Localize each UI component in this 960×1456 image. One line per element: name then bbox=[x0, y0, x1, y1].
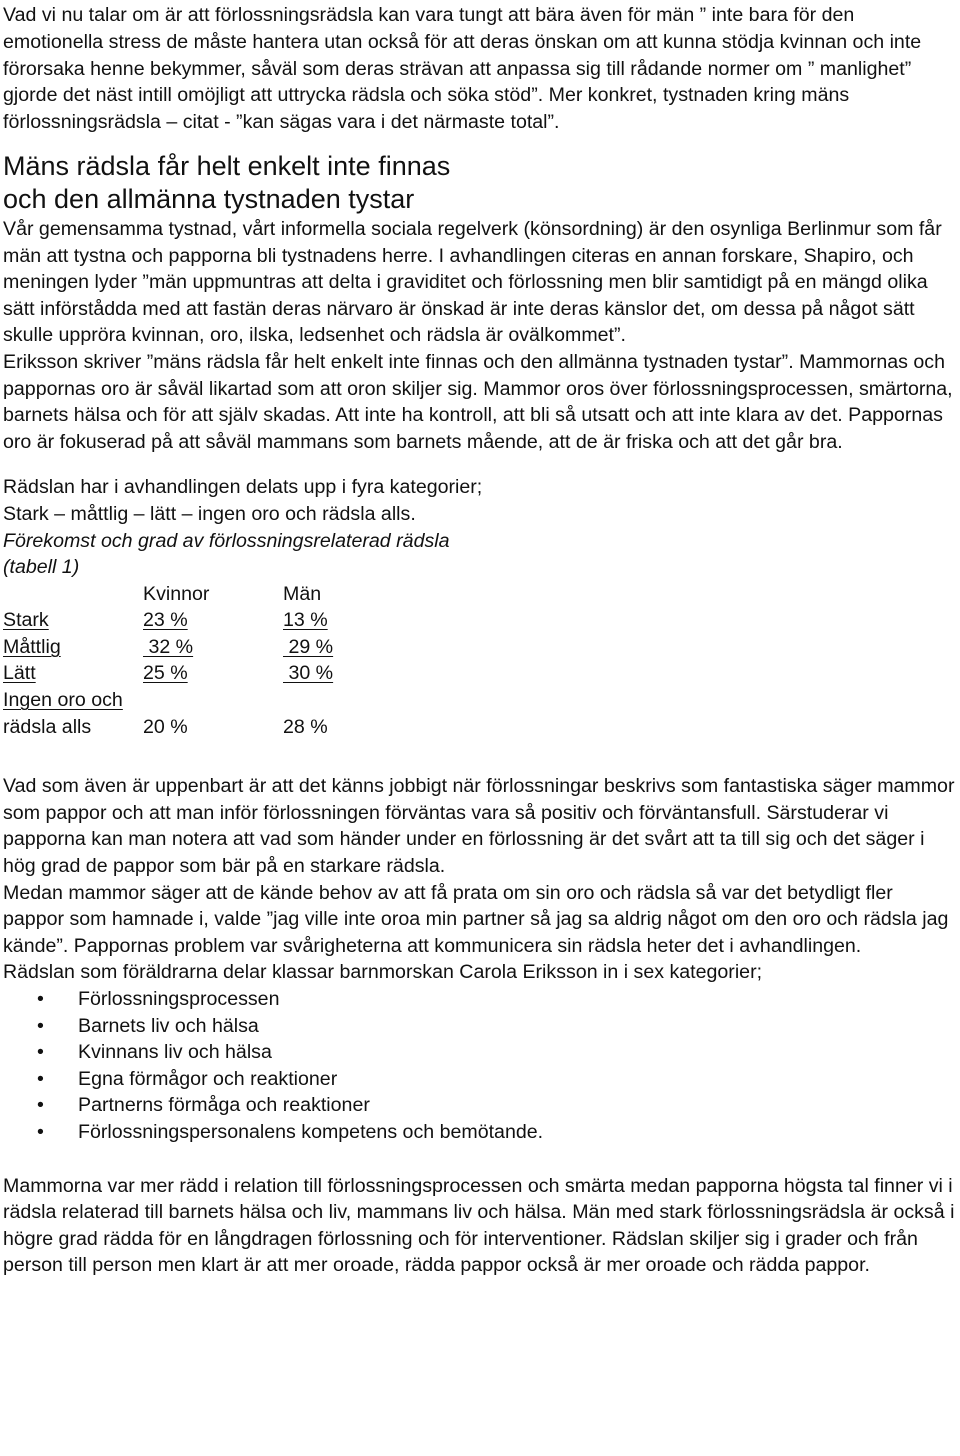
list-item bbox=[3, 1092, 958, 1119]
bullet-icon: • bbox=[37, 1094, 44, 1117]
list-item-text: Förlossningsprocessen bbox=[78, 988, 280, 1011]
table-caption-ref: (tabell 1) bbox=[3, 556, 80, 579]
table-row bbox=[3, 714, 345, 741]
table-header-cell bbox=[3, 581, 143, 608]
list-item bbox=[3, 986, 958, 1013]
section-heading-line-1: Mäns rädsla får helt enkelt inte finnas bbox=[3, 150, 451, 181]
table-cell-men: 28 % bbox=[283, 715, 328, 738]
table-cell-label: rädsla alls bbox=[3, 715, 92, 738]
table-caption: Förekomst och grad av förlossningsrelaterad rädsla bbox=[3, 529, 450, 552]
table-cell-label: Ingen oro och bbox=[3, 689, 123, 712]
paragraph-categories-intro: Rädslan har i avhandlingen delats upp i fyra kategorier; bbox=[3, 476, 483, 499]
fear-table bbox=[3, 581, 345, 741]
section-heading-line-2: och den allmänna tystnaden tystar bbox=[3, 183, 415, 214]
list-item bbox=[3, 1039, 958, 1066]
table-cell-label: Lätt bbox=[3, 662, 36, 685]
bullet-icon: • bbox=[37, 988, 44, 1011]
list-item-text: Partnerns förmåga och reaktioner bbox=[78, 1094, 370, 1117]
spacer bbox=[3, 455, 958, 474]
bullet-icon: • bbox=[37, 1067, 44, 1090]
table-row bbox=[3, 687, 345, 714]
list-item bbox=[3, 1119, 958, 1146]
table-cell-men: 30 % bbox=[283, 662, 334, 685]
list-item-text: Förlossningspersonalens kompetens och bemötande. bbox=[78, 1120, 544, 1143]
table-cell-women: 32 % bbox=[143, 635, 194, 658]
bullet-icon: • bbox=[37, 1041, 44, 1064]
table-row bbox=[3, 634, 345, 661]
paragraph-berlinmur: Vår gemensamma tystnad, vårt informella sociala regelverk (könsordning) är den osynliga Berlinmur som får män att tystna och papporna bli tystnadens herre. I avhandlingen citeras en annan forskare, Shapiro, och meningen lyder ”män uppmuntras att delta i graviditet och förlossning men blir samtidigt på en mängd olika sätt införstådda med att fastän deras närvaro är önskad är inte deras känslor det, om dessa på något sätt skulle uppröra kvinnan, oro, ilska, ledsenhet och rädsla är ovälkommet”. bbox=[3, 217, 942, 347]
paragraph-eriksson: Eriksson skriver ”mäns rädsla får helt enkelt inte finnas och den allmänna tystnaden tystar”. Mammornas och pappornas oro är såväl likartad som att oron skiljer sig. Mammor oros över förlossningsprocessen, smärtorna, barnets hälsa och för att själv skadas. Att inte ha kontroll, att bli så utsatt och att inte klara av det. Pappornas oro är fokuserad på att såväl mammans som barnets mående, att de är friska och att det går bra. bbox=[3, 350, 953, 453]
list-item-text: Kvinnans liv och hälsa bbox=[78, 1041, 272, 1064]
table-row bbox=[3, 660, 345, 687]
paragraph-fantastiska: Vad som även är uppenbart är att det känns jobbigt när förlossningar beskrivs som fantastiska säger mammor som pappor och att man inför förlossningen förväntas vara så positiv och förväntansfull. Särstuderar vi papporna kan man notera att vad som händer under en förlossning är det svårt att ta till sig och det säger i hög grad de pappor som bär på en starkare rädsla. bbox=[3, 775, 955, 878]
table-header-row bbox=[3, 581, 345, 608]
paragraph-summary: Mammorna var mer rädd i relation till förlossningsprocessen och smärta medan papporna högsta tal finner vi i rädsla relaterad till barnets hälsa och liv, mammans liv och hälsa. Män med stark förlossningsrädsla är också i högre grad rädda för en långdragen förlossning och för interventioner. Rädslan skiljer sig i grader och från person till person men klart är att mer oroade, rädda pappor också är mer oroade och rädda pappor. bbox=[3, 1174, 955, 1277]
body-text bbox=[3, 216, 958, 1279]
paragraph-behov: Medan mammor säger att de kände behov av att få prata om sin oro och rädsla så var det betydligt fler pappor som hamnade i, valde ”jag ville inte oroa min partner så jag sa aldrig något om den oro och rädsla jag kände”. Pappornas problem var svårigheterna att kommunicera sin rädsla heter det i avhandlingen. bbox=[3, 881, 949, 957]
table-cell-women: 23 % bbox=[143, 609, 188, 632]
table-header-cell: Män bbox=[283, 582, 322, 605]
table-cell-women: 20 % bbox=[143, 715, 188, 738]
paragraph-sex-kategorier: Rädslan som föräldrarna delar klassar barnmorskan Carola Eriksson in i sex kategorier; bbox=[3, 961, 763, 984]
list-item bbox=[3, 1013, 958, 1040]
section-heading bbox=[3, 150, 958, 216]
table-row bbox=[3, 607, 345, 634]
table-cell-women: 25 % bbox=[143, 662, 188, 685]
intro-paragraph: Vad vi nu talar om är att förlossningsrädsla kan vara tungt att bära även för män ” inte bara för den emotionella stress de måste hantera utan också för att deras önskan om att kunna stödja kvinnan och inte förorsaka henne bekymmer, såväl som deras strävan att anpassa sig till rådande normer om ” manlighet” gjorde det näst intill omöjligt att uttrycka rädsla och söka stöd”. Mer konkret, tystnaden kring mäns förlossningsrädsla – citat - ”kan sägas vara i det närmaste total”. bbox=[3, 4, 922, 134]
table-cell-label: Måttlig bbox=[3, 635, 61, 658]
table-cell-men: 13 % bbox=[283, 609, 328, 632]
table-cell-men: 29 % bbox=[283, 635, 334, 658]
list-item-text: Barnets liv och hälsa bbox=[78, 1014, 259, 1037]
bullet-icon: • bbox=[37, 1014, 44, 1037]
table-cell-label: Stark bbox=[3, 609, 49, 632]
paragraph-categories-list: Stark – måttlig – lätt – ingen oro och rädsla alls. bbox=[3, 502, 416, 525]
table-header-cell: Kvinnor bbox=[143, 582, 210, 605]
spacer bbox=[3, 1146, 958, 1173]
category-list bbox=[3, 986, 958, 1146]
list-item-text: Egna förmågor och reaktioner bbox=[78, 1067, 338, 1090]
bullet-icon: • bbox=[37, 1120, 44, 1143]
spacer bbox=[3, 740, 958, 773]
list-item bbox=[3, 1066, 958, 1093]
